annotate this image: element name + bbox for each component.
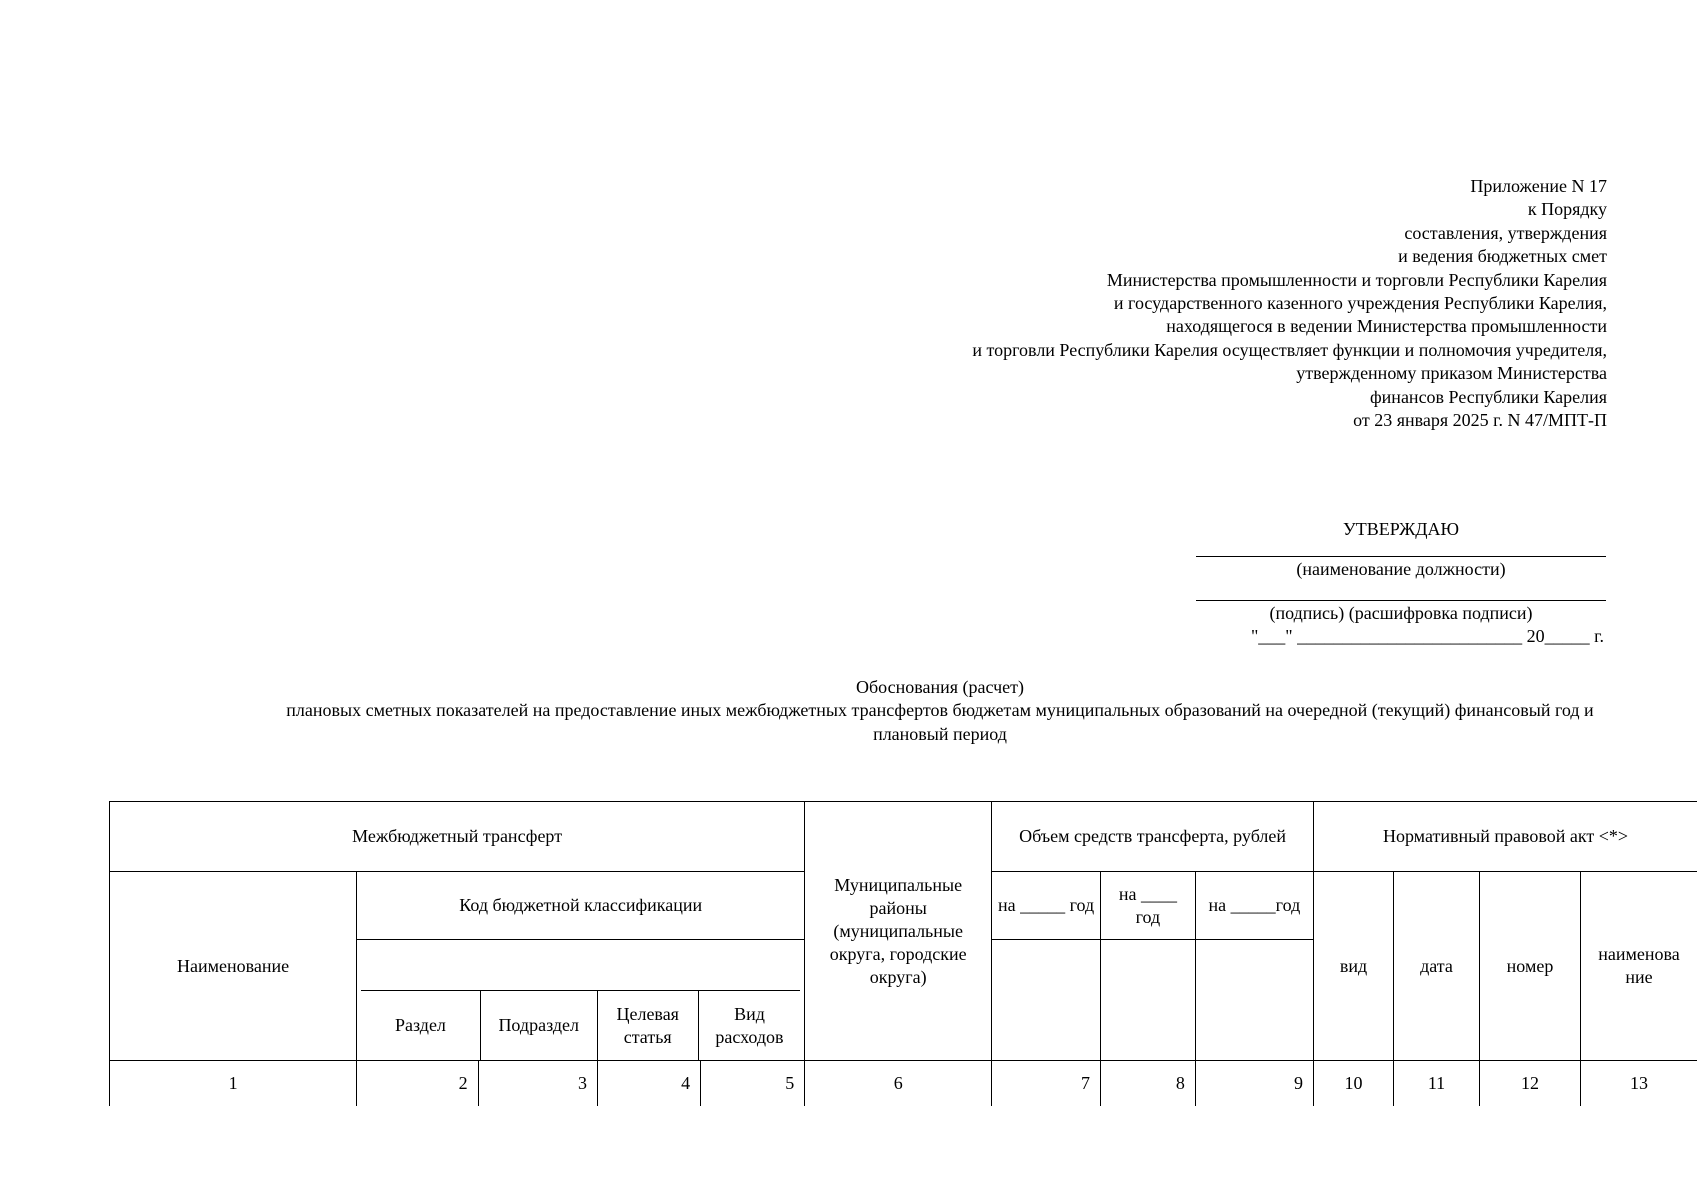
header-line: Министерства промышленности и торговли Республики Карелия xyxy=(1106,269,1607,290)
column-number: 3 xyxy=(478,1061,597,1106)
header-cell-volume: Объем средств трансферта, рублей xyxy=(992,802,1314,872)
approval-date-line: "___" _________________________ 20_____ г. xyxy=(1250,626,1604,646)
header-cell-name: Наименование xyxy=(110,872,357,1061)
title-line: Обоснования (расчет) xyxy=(855,677,1025,697)
header-cell-kbk: Код бюджетной классификации xyxy=(357,872,805,940)
header-line: Приложение N 17 xyxy=(1470,176,1607,196)
column-number: 4 xyxy=(598,1061,701,1106)
header-cell-title: наименова ние xyxy=(1581,872,1697,1061)
kbk-subheader xyxy=(361,990,800,1061)
position-caption: (наименование должности) xyxy=(1296,559,1506,579)
title-line: плановый период xyxy=(873,723,1007,744)
year-1-value-cell xyxy=(992,940,1101,1061)
column-number: 12 xyxy=(1480,1061,1581,1106)
column-number: 8 xyxy=(1100,1061,1195,1106)
year-2-value-cell xyxy=(1100,940,1195,1061)
header-line: и государственного казенного учреждения Республики Карелия, xyxy=(1113,293,1607,314)
header-cell-kind: вид xyxy=(1313,872,1393,1061)
header-line: и ведения бюджетных смет xyxy=(1398,246,1607,267)
header-line: от 23 января 2025 г. N 47/МПТ-П xyxy=(1353,410,1607,431)
header-cell-expense-type: Вид расходов xyxy=(698,991,800,1061)
header-line: находящегося в ведении Министерства промышленности xyxy=(1166,316,1607,337)
header-line: к Порядку xyxy=(1527,199,1607,220)
header-cell-section: Раздел xyxy=(361,991,480,1061)
table-header-row xyxy=(110,802,1697,872)
column-number: 6 xyxy=(805,1061,992,1106)
kbk-subheader-wrap xyxy=(357,940,805,1061)
header-cell-subsection: Подраздел xyxy=(480,991,597,1061)
calculation-table xyxy=(109,801,1697,1106)
column-number-row xyxy=(110,1061,1697,1106)
appendix-header xyxy=(707,175,1607,432)
column-number: 10 xyxy=(1313,1061,1393,1106)
column-number: 13 xyxy=(1581,1061,1697,1106)
document-title xyxy=(180,676,1697,746)
header-cell-year-1: на _____ год xyxy=(992,872,1101,940)
title-line: плановых сметных показателей на предоставление иных межбюджетных трансфертов бюджетам муниципальных образований на очередной (текущий) финансовый год и xyxy=(286,700,1594,721)
header-cell-year-3: на _____год xyxy=(1195,872,1313,940)
approval-title: УТВЕРЖДАЮ xyxy=(1342,519,1460,539)
header-cell-transfer: Межбюджетный трансферт xyxy=(110,802,805,872)
signature-caption: (подпись) (расшифровка подписи) xyxy=(1269,603,1533,623)
column-number: 1 xyxy=(110,1061,357,1106)
header-cell-date: дата xyxy=(1394,872,1480,1061)
column-number: 11 xyxy=(1394,1061,1480,1106)
header-line: финансов Республики Карелия xyxy=(1370,386,1607,407)
column-number: 9 xyxy=(1195,1061,1313,1106)
header-line: составления, утверждения xyxy=(1404,222,1607,243)
year-3-value-cell xyxy=(1195,940,1313,1061)
header-cell-year-2: на ____ год xyxy=(1100,872,1195,940)
header-cell-act: Нормативный правовой акт <*> xyxy=(1313,802,1697,872)
column-number: 2 xyxy=(357,1061,478,1106)
header-cell-target: Целевая статья xyxy=(597,991,698,1061)
header-cell-number: номер xyxy=(1480,872,1581,1061)
approval-block xyxy=(1196,516,1606,648)
header-line: утвержденному приказом Министерства xyxy=(1296,363,1607,384)
column-number: 7 xyxy=(992,1061,1101,1106)
column-number: 5 xyxy=(701,1061,805,1106)
header-cell-municipal: Муниципальные районы (муниципальные округа, городские округа) xyxy=(805,802,992,1061)
header-line: и торговли Республики Карелия осуществляет функции и полномочия учредителя, xyxy=(972,339,1607,360)
